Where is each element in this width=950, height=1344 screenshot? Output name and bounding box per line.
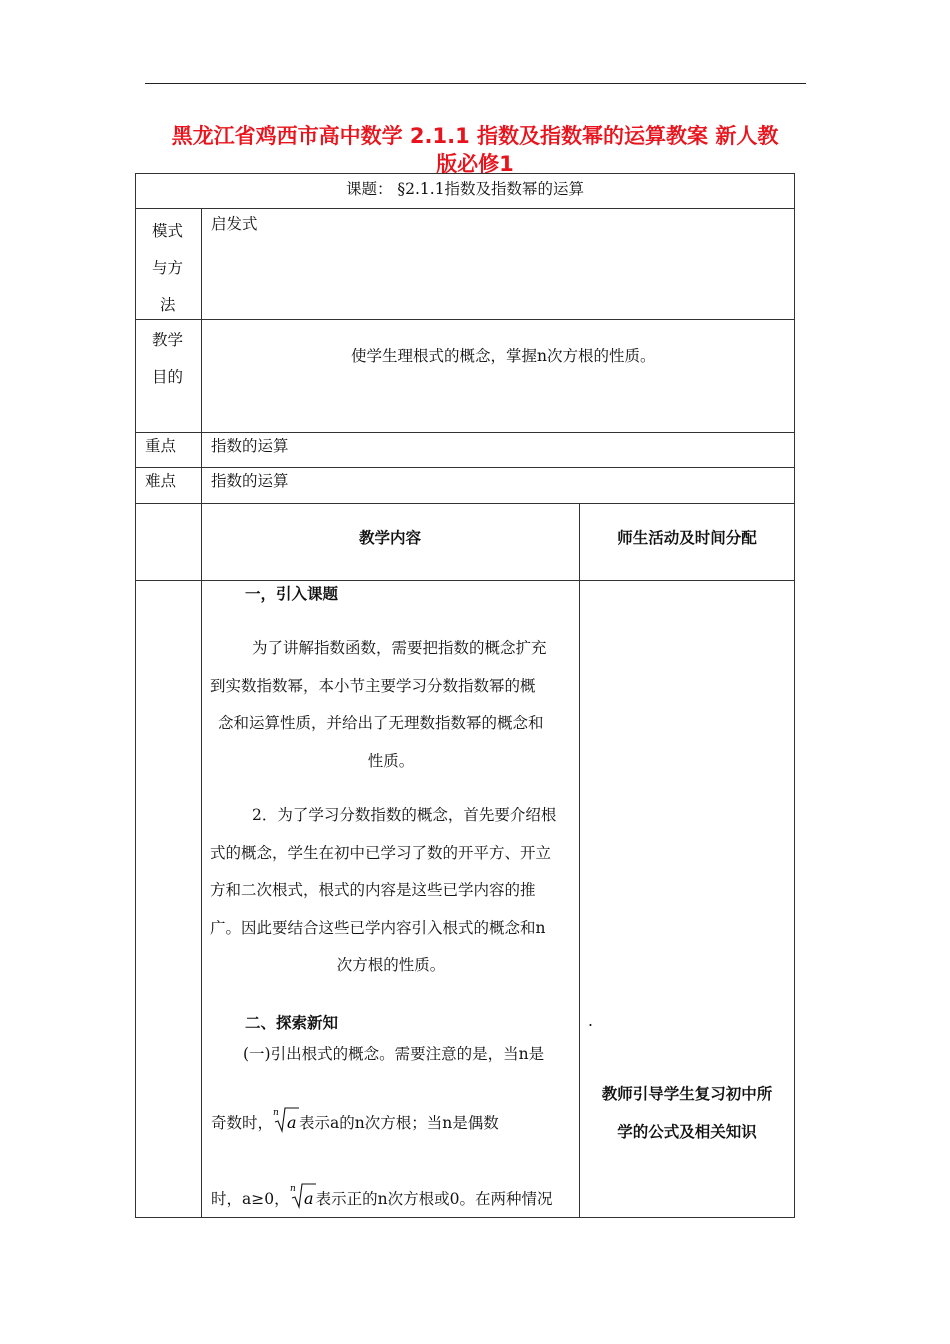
mode-label-line: 法 [160,296,176,314]
table-col-divider [201,208,202,1218]
svg-text:n: n [289,1184,296,1194]
nth-root-icon [273,1104,299,1134]
paragraph-line: 广。因此要结合这些已学内容引入根式的概念和n [210,918,546,937]
paragraph-line: (一)引出根式的概念。需要注意的是，当n是 [243,1045,545,1063]
document-title [140,122,810,178]
paragraph-line: 次方根的性质。 [336,956,446,974]
mode-label-line: 与方 [152,259,184,277]
key-value: 指数的运算 [211,437,289,455]
activity-line: 教师引导学生复习初中所 [601,1085,773,1103]
table-border-top [135,173,795,174]
goal-label-line: 教学 [152,331,184,349]
table-row-divider [135,580,795,581]
paragraph-line: 念和运算性质，并给出了无理数指数幂的概念和 [218,714,544,732]
paragraph-line: 2．为了学习分数指数的概念，首先要介绍根 [252,806,557,824]
activity-note [579,1075,795,1151]
key-label: 重点 [145,437,177,455]
table-row-divider [135,503,795,504]
header-rule [145,83,806,84]
paragraph-line: 性质。 [367,751,415,770]
paragraph-line-with-root [211,1180,552,1210]
difficulty-value: 指数的运算 [211,472,289,490]
difficulty-label: 难点 [145,472,177,490]
paragraph-radical-intro [210,797,572,985]
section-heading-explore: 二、探索新知 [245,1014,339,1032]
activity-line: 学的公式及相关知识 [617,1123,757,1141]
paragraph-line: 到实数指数幂，本小节主要学习分数指数幂的概 [210,676,536,695]
paragraph-fragment: 奇数时， [211,1114,274,1132]
table-border-left [135,173,136,1218]
topic-cell: 课题： §2.1.1指数及指数幂的运算 [345,180,585,198]
mode-label-line: 模式 [152,222,184,240]
table-border-right [794,173,795,1218]
paragraph-line: 方和二次根式，根式的内容是这些已学内容的推 [210,881,536,899]
goal-value: 使学生理根式的概念，掌握n次方根的性质。 [351,347,656,365]
table-border-bottom [135,1217,795,1218]
table-row-divider [135,208,795,209]
title-line-1: 黑龙江省鸡西市高中数学 2.1.1 指数及指数幂的运算教案 新人教 [171,124,779,148]
paragraph-line: 式的概念，学生在初中已学习了数的开平方、开立 [210,843,552,862]
section-heading-intro: 一，引入课题 [245,585,339,603]
paragraph-fragment: 表示a的n次方根；当n是偶数 [299,1114,499,1132]
mode-value: 启发式 [211,215,258,233]
table-row-divider [135,467,795,468]
activity-dot: . [588,1012,593,1030]
paragraph-fragment: 表示正的n次方根或0。在两种情况 [315,1190,553,1208]
goal-label [152,322,183,396]
paragraph-line-with-root [211,1104,499,1134]
column-header-content: 教学内容 [358,529,421,547]
svg-text:n: n [273,1108,279,1118]
paragraph-line: 为了讲解指数函数，需要把指数的概念扩充 [252,639,547,657]
goal-label-line: 目的 [152,368,184,386]
column-header-activity: 师生活动及时间分配 [617,529,757,547]
mode-label [152,213,183,324]
paragraph-fragment: 时，a≥0， [211,1190,290,1208]
nth-root-icon [290,1180,316,1210]
paragraph-intro [210,630,572,780]
svg-text:a: a [303,1189,314,1208]
table-row-divider [135,432,795,433]
table-row-divider [135,319,795,320]
title-line-2: 版必修1 [436,152,514,176]
svg-text:a: a [287,1113,297,1132]
